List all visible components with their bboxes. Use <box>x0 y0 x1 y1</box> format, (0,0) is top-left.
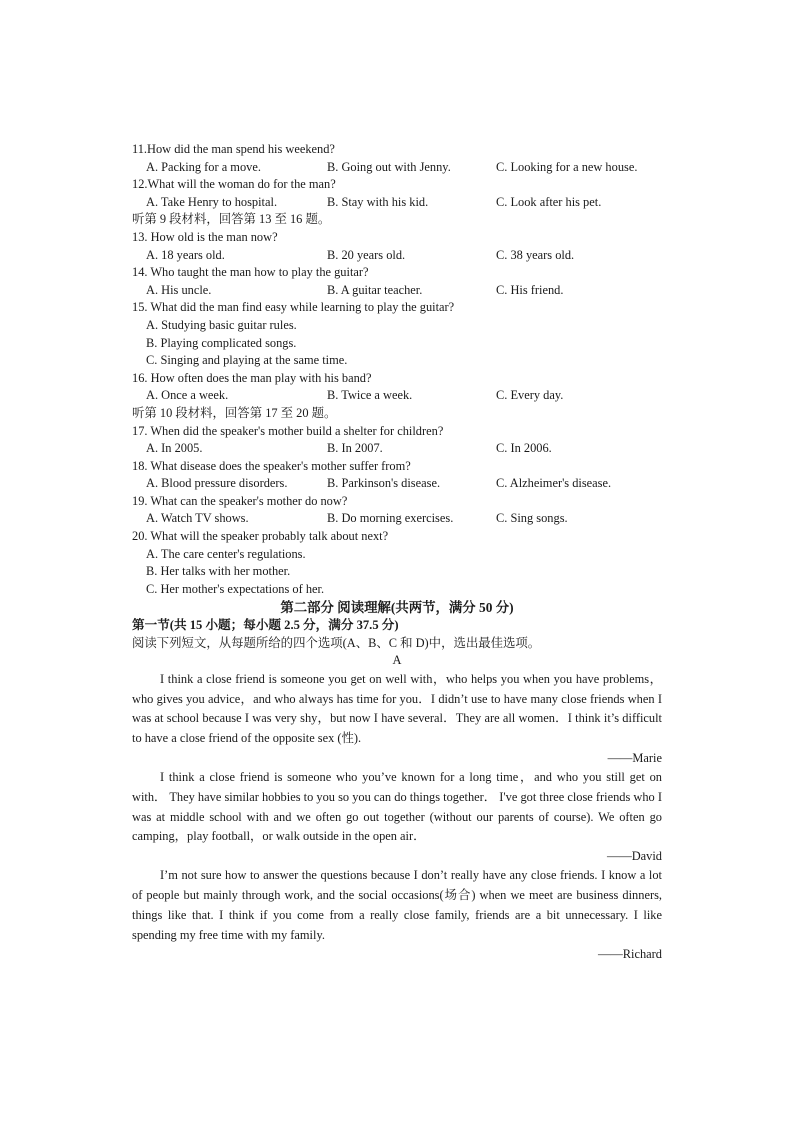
question-13: 13. How old is the man now? <box>132 229 278 244</box>
option-a: A. His uncle. <box>146 282 212 297</box>
option-b: B. 20 years old. <box>327 247 406 262</box>
instruction-material-9: 听第 9 段材料，回答第 13 至 16 题。 <box>132 212 331 227</box>
instruction-material-10: 听第 10 段材料，回答第 17 至 20 题。 <box>132 405 337 420</box>
question-14: 14. Who taught the man how to play the guitar? <box>132 265 369 280</box>
paragraph-richard: I’m not sure how to answer the questions because I don’t really have any close friends. I know a lot of people but mainly through work, and the social occasions(场合) when we meet are business dinners, things like that. I think if you come from a really close family, friends are a bit unnecessary. I like spending my free time with my family. <box>132 868 662 942</box>
option-c: C. Alzheimer's disease. <box>496 476 612 491</box>
passage-label: A <box>392 653 402 668</box>
option-a: A. The care center's regulations. <box>146 546 306 561</box>
options-16 <box>132 387 662 405</box>
option-c: C. Looking for a new house. <box>496 159 638 174</box>
option-b: B. Her talks with her mother. <box>146 564 291 579</box>
option-a: A. Once a week. <box>146 388 229 403</box>
question-15: 15. What did the man find easy while learning to play the guitar? <box>132 300 455 315</box>
option-b: B. Playing complicated songs. <box>146 335 297 350</box>
question-17: 17. When did the speaker's mother build a shelter for children? <box>132 423 444 438</box>
option-c: C. Singing and playing at the same time. <box>146 353 348 368</box>
option-a: A. 18 years old. <box>146 247 225 262</box>
option-c: C. 38 years old. <box>496 247 575 262</box>
option-c: C. His friend. <box>496 282 564 297</box>
options-11 <box>132 159 662 177</box>
part-title: 第二部分 阅读理解(共两节，满分 50 分) <box>280 600 514 616</box>
question-11: 11.How did the man spend his weekend? <box>132 142 335 156</box>
option-b: B. Parkinson's disease. <box>327 476 441 491</box>
option-a: A. Blood pressure disorders. <box>146 476 288 491</box>
options-13 <box>132 247 662 265</box>
option-a: A. Watch TV shows. <box>146 511 249 526</box>
option-c: C. Her mother's expectations of her. <box>146 581 325 596</box>
signature-marie: ——Marie <box>607 751 662 765</box>
signature-david: ——David <box>606 849 662 864</box>
options-19 <box>132 510 662 528</box>
options-12 <box>132 194 662 212</box>
option-b: B. A guitar teacher. <box>327 282 423 297</box>
option-b: B. In 2007. <box>327 441 383 456</box>
option-a: A. Packing for a move. <box>146 159 261 174</box>
question-20: 20. What will the speaker probably talk about next? <box>132 529 389 544</box>
reading-instruction: 阅读下列短文，从每题所给的四个选项(A、B、C 和 D)中，选出最佳选项。 <box>132 635 541 650</box>
paragraph-marie: I think a close friend is someone you get on well with，who helps you when you have problems， who gives you advice，and who always has time for you．I didn’t use to have many close friends when I was at school because I was very shy，but now I have several．They are all women．I think it’s difficult to have a close friend of the opposite sex (性). <box>132 671 662 746</box>
option-b: B. Going out with Jenny. <box>327 159 451 174</box>
question-16: 16. How often does the man play with his band? <box>132 370 372 385</box>
paragraph-david: I think a close friend is someone who you’ve known for a long time，and who you still get on with． They have similar hobbies to you so you can do things together． I've got three close friends who I was at middle school with and we often go out together (without our parents of course). We often go camping，play football，or walk outside in the open air． <box>132 770 662 844</box>
option-c: C. Every day. <box>496 388 564 403</box>
question-18: 18. What disease does the speaker's mother suffer from? <box>132 458 411 473</box>
option-a: A. In 2005. <box>146 441 203 456</box>
question-19: 19. What can the speaker's mother do now? <box>132 493 348 508</box>
signature-richard: ——Richard <box>597 947 662 962</box>
option-c: C. In 2006. <box>496 441 552 456</box>
option-b: B. Twice a week. <box>327 388 413 403</box>
exam-page <box>132 141 662 964</box>
options-17 <box>132 440 662 458</box>
option-a: A. Studying basic guitar rules. <box>146 317 297 332</box>
question-12: 12.What will the woman do for the man? <box>132 177 336 192</box>
option-c: C. Look after his pet. <box>496 194 602 209</box>
option-b: B. Stay with his kid. <box>327 194 429 209</box>
options-14 <box>132 282 662 300</box>
option-a: A. Take Henry to hospital. <box>146 194 278 209</box>
section-title: 第一节(共 15 小题；每小题 2.5 分，满分 37.5 分) <box>132 618 399 633</box>
option-b: B. Do morning exercises. <box>327 511 454 526</box>
option-c: C. Sing songs. <box>496 511 568 526</box>
options-18 <box>132 475 662 493</box>
